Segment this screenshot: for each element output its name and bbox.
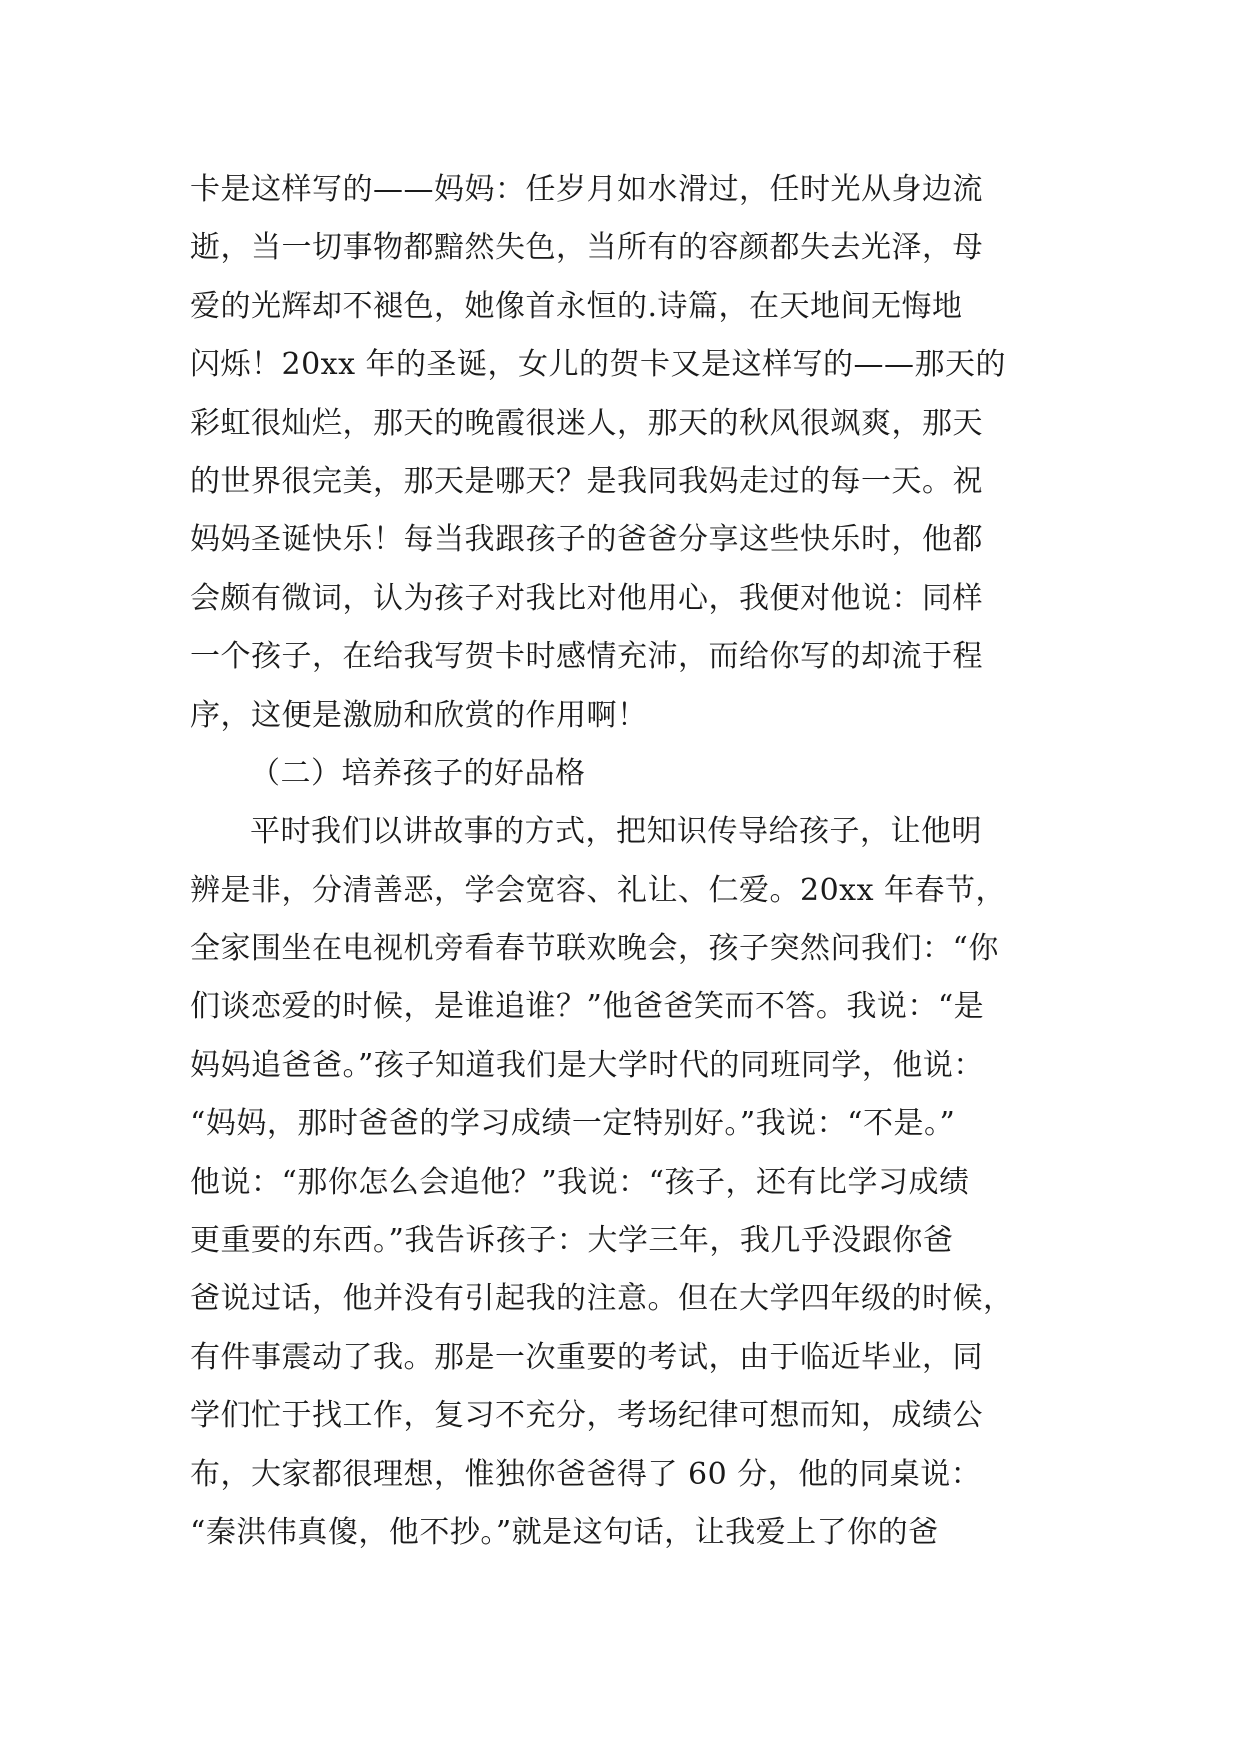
text-line: 学们忙于找工作，复习不充分，考场纪律可想而知，成绩公 xyxy=(190,1398,983,1434)
text-line: 妈妈圣诞快乐！每当我跟孩子的爸爸分享这些快乐时，他都 xyxy=(190,522,983,558)
text-line: 有件事震动了我。那是一次重要的考试，由于临近毕业，同 xyxy=(190,1339,983,1375)
text-line: 爱的光辉却不褪色，她像首永恒的.诗篇，在天地间无悔地 xyxy=(190,288,963,324)
text-line: 更重要的东西。”我告诉孩子：大学三年，我几乎没跟你爸 xyxy=(190,1223,954,1259)
text-line: 闪烁！20xx 年的圣诞，女儿的贺卡又是这样写的——那天的 xyxy=(190,347,1007,383)
text-line: 妈妈追爸爸。”孩子知道我们是大学时代的同班同学，他说： xyxy=(190,1047,984,1083)
text-line: 卡是这样写的——妈妈：任岁月如水滑过，任时光从身边流 xyxy=(190,172,983,207)
text-line: 的世界很完美，那天是哪天？是我同我妈走过的每一天。祝 xyxy=(190,463,983,499)
text-line: 会颇有微词，认为孩子对我比对他用心，我便对他说：同样 xyxy=(190,580,983,616)
text-line: 一个孩子，在给我写贺卡时感情充沛，而给你写的却流于程 xyxy=(190,639,983,675)
text-line: 他说：“那你怎么会追他？”我说：“孩子，还有比学习成绩 xyxy=(190,1164,970,1200)
section-heading: （二）培养孩子的好品格 xyxy=(250,755,586,791)
text-line: 爸说过话，他并没有引起我的注意。但在大学四年级的时候， xyxy=(190,1281,1014,1317)
text-line: 彩虹很灿烂，那天的晚霞很迷人，那天的秋风很飒爽，那天 xyxy=(190,405,983,441)
text-line: 逝，当一切事物都黯然失色，当所有的容颜都失去光泽，母 xyxy=(190,230,983,266)
text-line: 全家围坐在电视机旁看春节联欢晚会，孩子突然问我们：“你 xyxy=(190,931,999,967)
text-line: 布，大家都很理想，惟独你爸爸得了 60 分，他的同桌说： xyxy=(190,1456,982,1492)
text-line: 序，这便是激励和欣赏的作用啊！ xyxy=(190,697,648,733)
body-text xyxy=(190,161,1050,1562)
text-line: “秦洪伟真傻，他不抄。”就是这句话，让我爱上了你的爸 xyxy=(190,1514,939,1550)
text-line: “妈妈，那时爸爸的学习成绩一定特别好。”我说：“不是。” xyxy=(190,1106,956,1142)
paragraph-first-line: 平时我们以讲故事的方式，把知识传导给孩子，让他明 xyxy=(250,814,982,850)
text-line: 们谈恋爱的时候，是谁追谁？”他爸爸笑而不答。我说：“是 xyxy=(190,989,985,1025)
text-line: 辨是非，分清善恶，学会宽容、礼让、仁爱。20xx 年春节， xyxy=(190,872,1007,908)
